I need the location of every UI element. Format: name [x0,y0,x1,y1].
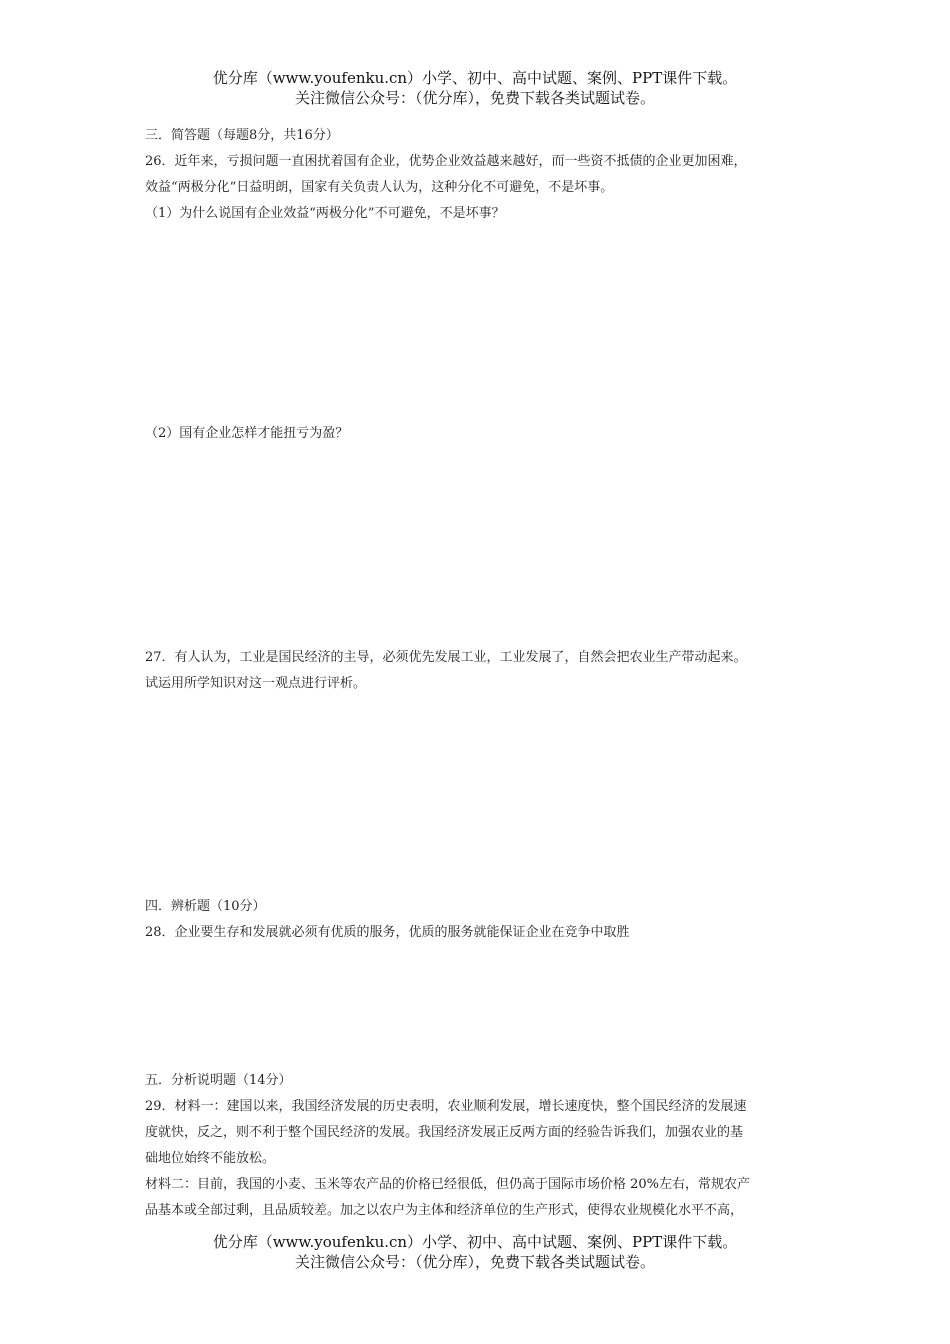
section-4-title: 四．辨析题（10分） [145,899,266,914]
section-5 [145,1068,810,1224]
q29-line-1: 29．材料一：建国以来，我国经济发展的历史表明，农业顺利发展，增长速度快，整个国民经济的发展速 [145,1099,747,1114]
section-4 [145,894,810,946]
q26-sub-2-block [145,421,810,447]
page-header [0,68,950,108]
footer-line-1: 优分库（www.youfenku.cn）小学、初中、高中试题、案例、PPT课件下载。 [212,1233,738,1251]
q26-sub-1: （1）为什么说国有企业效益“两极分化”不可避免，不是坏事？ [145,206,505,221]
q29-line-3: 础地位始终不能放松。 [145,1151,276,1166]
q29-line-5: 品基本或全部过剩，且品质较差。加之以农户为主体和经济单位的生产形式，使得农业规模化水平不高， [145,1203,744,1218]
q28-text: 28．企业要生存和发展就必须有优质的服务，优质的服务就能保证企业在竞争中取胜 [145,925,630,940]
q26-line-2: 效益“两极分化”日益明朗，国家有关负责人认为，这种分化不可避免，不是坏事。 [145,180,614,195]
section-5-title: 五．分析说明题（14分） [145,1073,292,1088]
q29-line-2: 度就快，反之，则不利于整个国民经济的发展。我国经济发展正反两方面的经验告诉我们，加强农业的基 [145,1125,744,1140]
footer-line-2: 关注微信公众号：（优分库），免费下载各类试题试卷。 [294,1253,655,1271]
section-3-title: 三．简答题（每题8分，共16分） [145,128,339,143]
section-3 [145,123,810,227]
q26-line-1: 26．近年来，亏损问题一直困扰着国有企业，优势企业效益越来越好，而一些资不抵债的企业更加困难， [145,154,747,169]
q27-line-2: 试运用所学知识对这一观点进行评析。 [145,676,367,691]
header-line-2: 关注微信公众号：（优分库），免费下载各类试题试卷。 [294,89,655,107]
q27-line-1: 27．有人认为，工业是国民经济的主导，必须优先发展工业，工业发展了，自然会把农业生产带动起来。 [145,650,747,665]
q26-sub-2: （2）国有企业怎样才能扭亏为盈？ [145,426,349,441]
q29-line-4: 材料二：目前，我国的小麦、玉米等农产品的价格已经很低，但仍高于国际市场价格 20%左右，常规农产 [145,1177,751,1192]
q27-block [145,645,810,697]
header-line-1: 优分库（www.youfenku.cn）小学、初中、高中试题、案例、PPT课件下载。 [212,69,738,87]
page-footer [0,1232,950,1272]
